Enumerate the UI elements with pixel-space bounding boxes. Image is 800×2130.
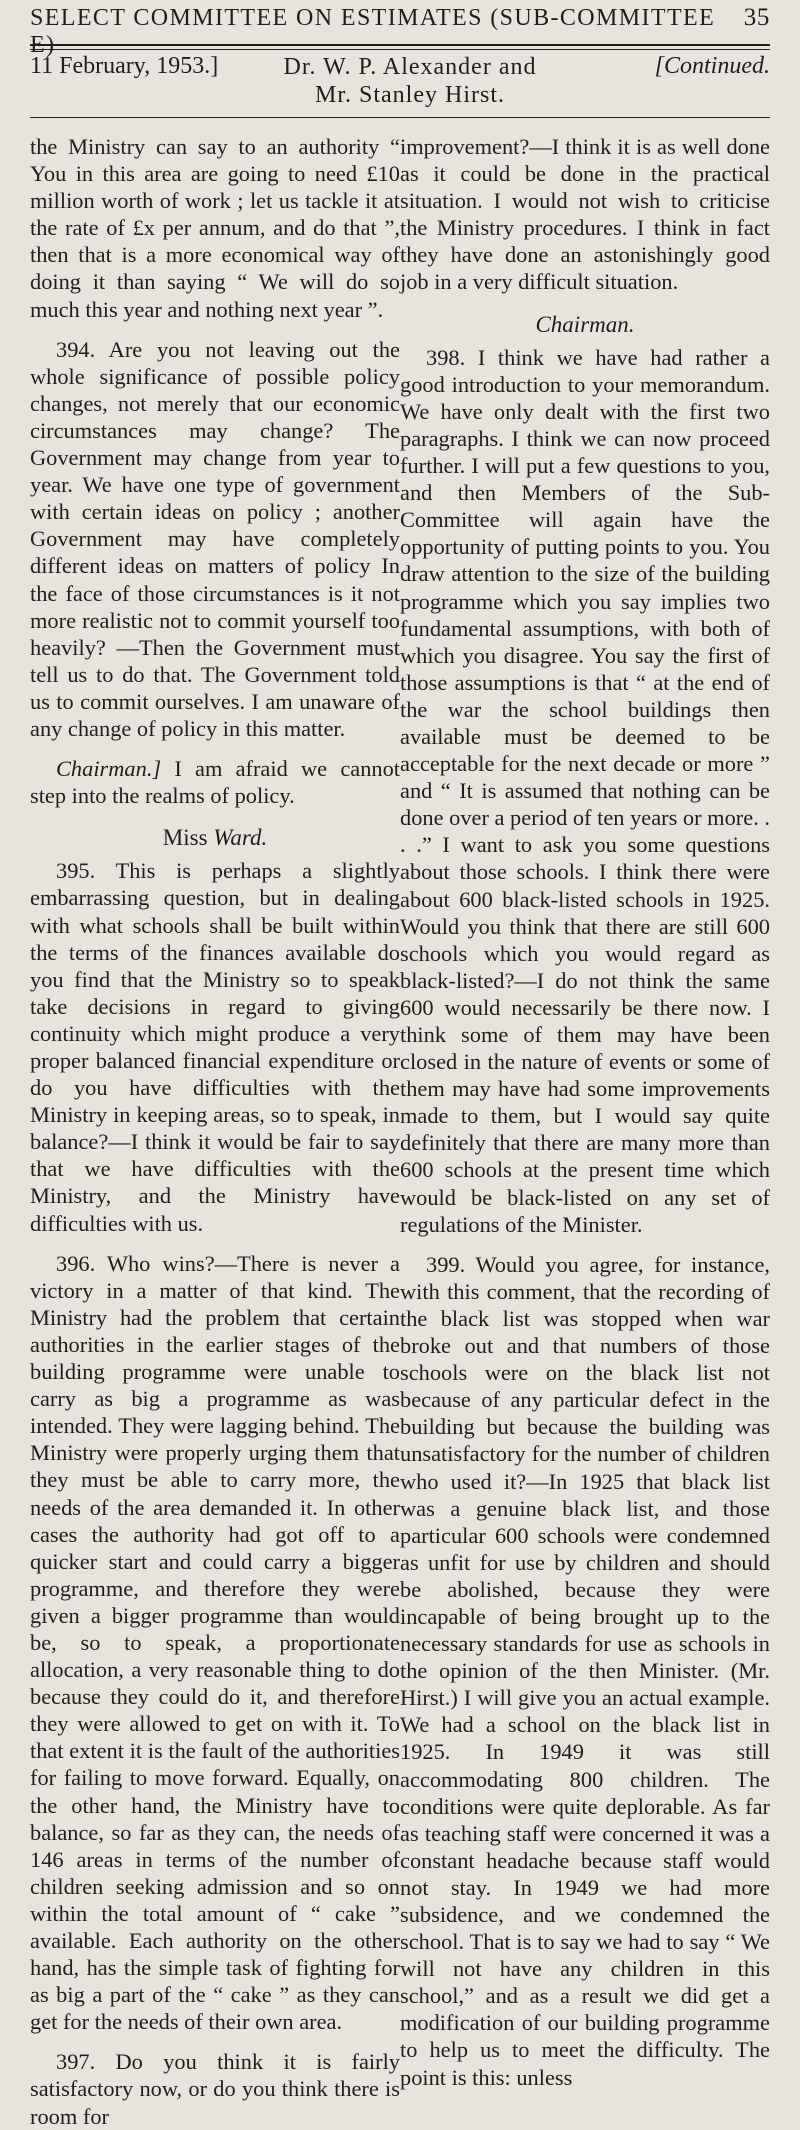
witness-names xyxy=(260,53,560,109)
witness-line-1: Dr. W. P. Alexander and xyxy=(283,54,537,80)
left-column xyxy=(30,133,400,2130)
header-rule-thin xyxy=(30,49,770,50)
document-title: SELECT COMMITTEE ON ESTIMATES (SUB-COMMITTEE E) xyxy=(30,5,716,58)
chairman-label: Chairman.] xyxy=(56,756,162,782)
speaker-prefix: Miss xyxy=(162,825,214,851)
paragraph-396: 396. Who wins?—There is never a victory in a matter of that kind. The Ministry had the problem that certain authorities in the earlier stages of the building programme were unable to carry as big a programme as was intended. They were lagging behind. The Ministry were properly urging them that they must be able to carry more, the needs of the area demanded it. In other cases the authority had got off to a quicker start and could carry a bigger programme, and therefore they were given a bigger programme than would be, so to speak, a proportionate allocation, a very reasonable thing to do because they could do it, and therefore they were allowed to get on with it. To that extent it is the fault of the authorities for failing to move forward. Equally, on the other hand, the Ministry have to balance, so far as they can, the needs of 146 areas in terms of the number of children seeking admission and so on within the total amount of “ cake ” available. Each authority on the other hand, has the simple task of fighting for as big a part of the “ cake ” as they can get for the needs of their own area. xyxy=(30,1250,400,2035)
paragraph-394: 394. Are you not leaving out the whole significance of possible policy changes, not merely that our economic circumstances may change? The Government may change from year to year. We have one type of government with certain ideas on policy ; another Government may have completely different ideas on matters of policy In the face of those circumstances is it not more realistic not to commit yourself too heavily? —Then the Government must tell us to do that. The Government told us to commit ourselves. I am unaware of any change of policy in this matter. xyxy=(30,336,400,741)
speaker-name: Ward. xyxy=(213,825,268,851)
paragraph-395: 395. This is perhaps a slightly embarrassing question, but in dealing with what schools shall be built within the terms of the finances available do you find that the Ministry so to speak take decisions in regard to giving continuity which might produce a very proper balanced financial expenditure or do you have difficulties with the Ministry in keeping areas, so to speak, in balance?—I think it would be fair to say that we have difficulties with the Ministry, and the Ministry have difficulties with us. xyxy=(30,858,400,1236)
witness-line-2: Mr. Stanley Hirst. xyxy=(315,82,505,108)
header-rule xyxy=(30,44,770,46)
paragraph-chairman-interjection xyxy=(30,755,400,809)
sitting-date: 11 February, 1953.] xyxy=(30,53,219,79)
paragraph-398: 398. I think we have had rather a good introduction to your memorandum. We have only dealt with the first two paragraphs. I think we can now proceed further. I will put a few questions to you, and then Members of the Sub-Committee will again have the opportunity of putting points to you. You draw attention to the size of the building programme which you say implies two fundamental assumptions, with both of which you disagree. You say the first of those assumptions is that “ at the end of the war the school buildings then available must be deemed to be acceptable for the next decade or more ” and “ It is assumed that nothing can be done over a period of ten years or more. . . .” I want to ask you some questions about those schools. I think there were about 600 black-listed schools in 1925. Would you think that there are still 600 schools which you would regard as black-listed?—I do not think the same 600 would necessarily be there now. I think some of them may have been closed in the nature of events or some of them may have had some improvements made to them, but I would say quite definitely that there are many more than 600 schools at the present time which would be black-listed on any set of regulations of the Minister. xyxy=(400,344,770,1237)
page-number: 35 xyxy=(743,4,770,31)
continued-label: [Continued. xyxy=(654,53,770,79)
paragraph-397: 397. Do you think it is fairly satisfactory now, or do you think there is room for xyxy=(30,2049,400,2129)
meta-rule xyxy=(30,117,770,118)
running-head xyxy=(30,4,770,59)
speaker-heading-chairman: Chairman. xyxy=(535,311,635,337)
speaker-heading-ward xyxy=(30,824,400,851)
paragraph-397-continuation: improvement?—I think it is as well done as it could be done in the practical situation. I would not wish to criticise the Ministry procedures. I think in fact they have done an astonishingly good job in a very difficult situation. xyxy=(400,134,770,295)
right-column xyxy=(400,133,770,2091)
paragraph-399: 399. Would you agree, for instance, with this comment, that the recording of the black list was stopped when war broke out and that numbers of those schools were on the black list not because of any particular defect in the building but because the building was unsatisfactory for the number of children who used it?—In 1925 that black list was a genuine black list, and those particular 600 schools were condemned as unfit for use by children and should be abolished, because they were incapable of being brought up to the necessary standards for use as schools in the opinion of the then Minister. (Mr. Hirst.) I will give you an actual example. We had a school on the black list in 1925. In 1949 it was still accommodating 800 children. The conditions were quite deplorable. As far as teaching staff were concerned it was a constant headache because staff would not stay. In 1949 we had more subsidence, and we condemned the school. That is to say we had to say “ We will not have any children in this school,” and as a result we did get a modification of our building programme to help us to meet the difficulty. The point is this: unless xyxy=(400,1251,770,2090)
chairman-text: I am afraid we cannot step into the realms of policy. xyxy=(30,756,400,809)
paragraph-continuation: the Ministry can say to an authority “ You in this area are going to need £10 million worth of work ; let us tackle it at the rate of £x per annum, and do that ”, then that is a more economical way of doing it than saying “ We will do so much this year and nothing next year ”. xyxy=(30,134,400,322)
